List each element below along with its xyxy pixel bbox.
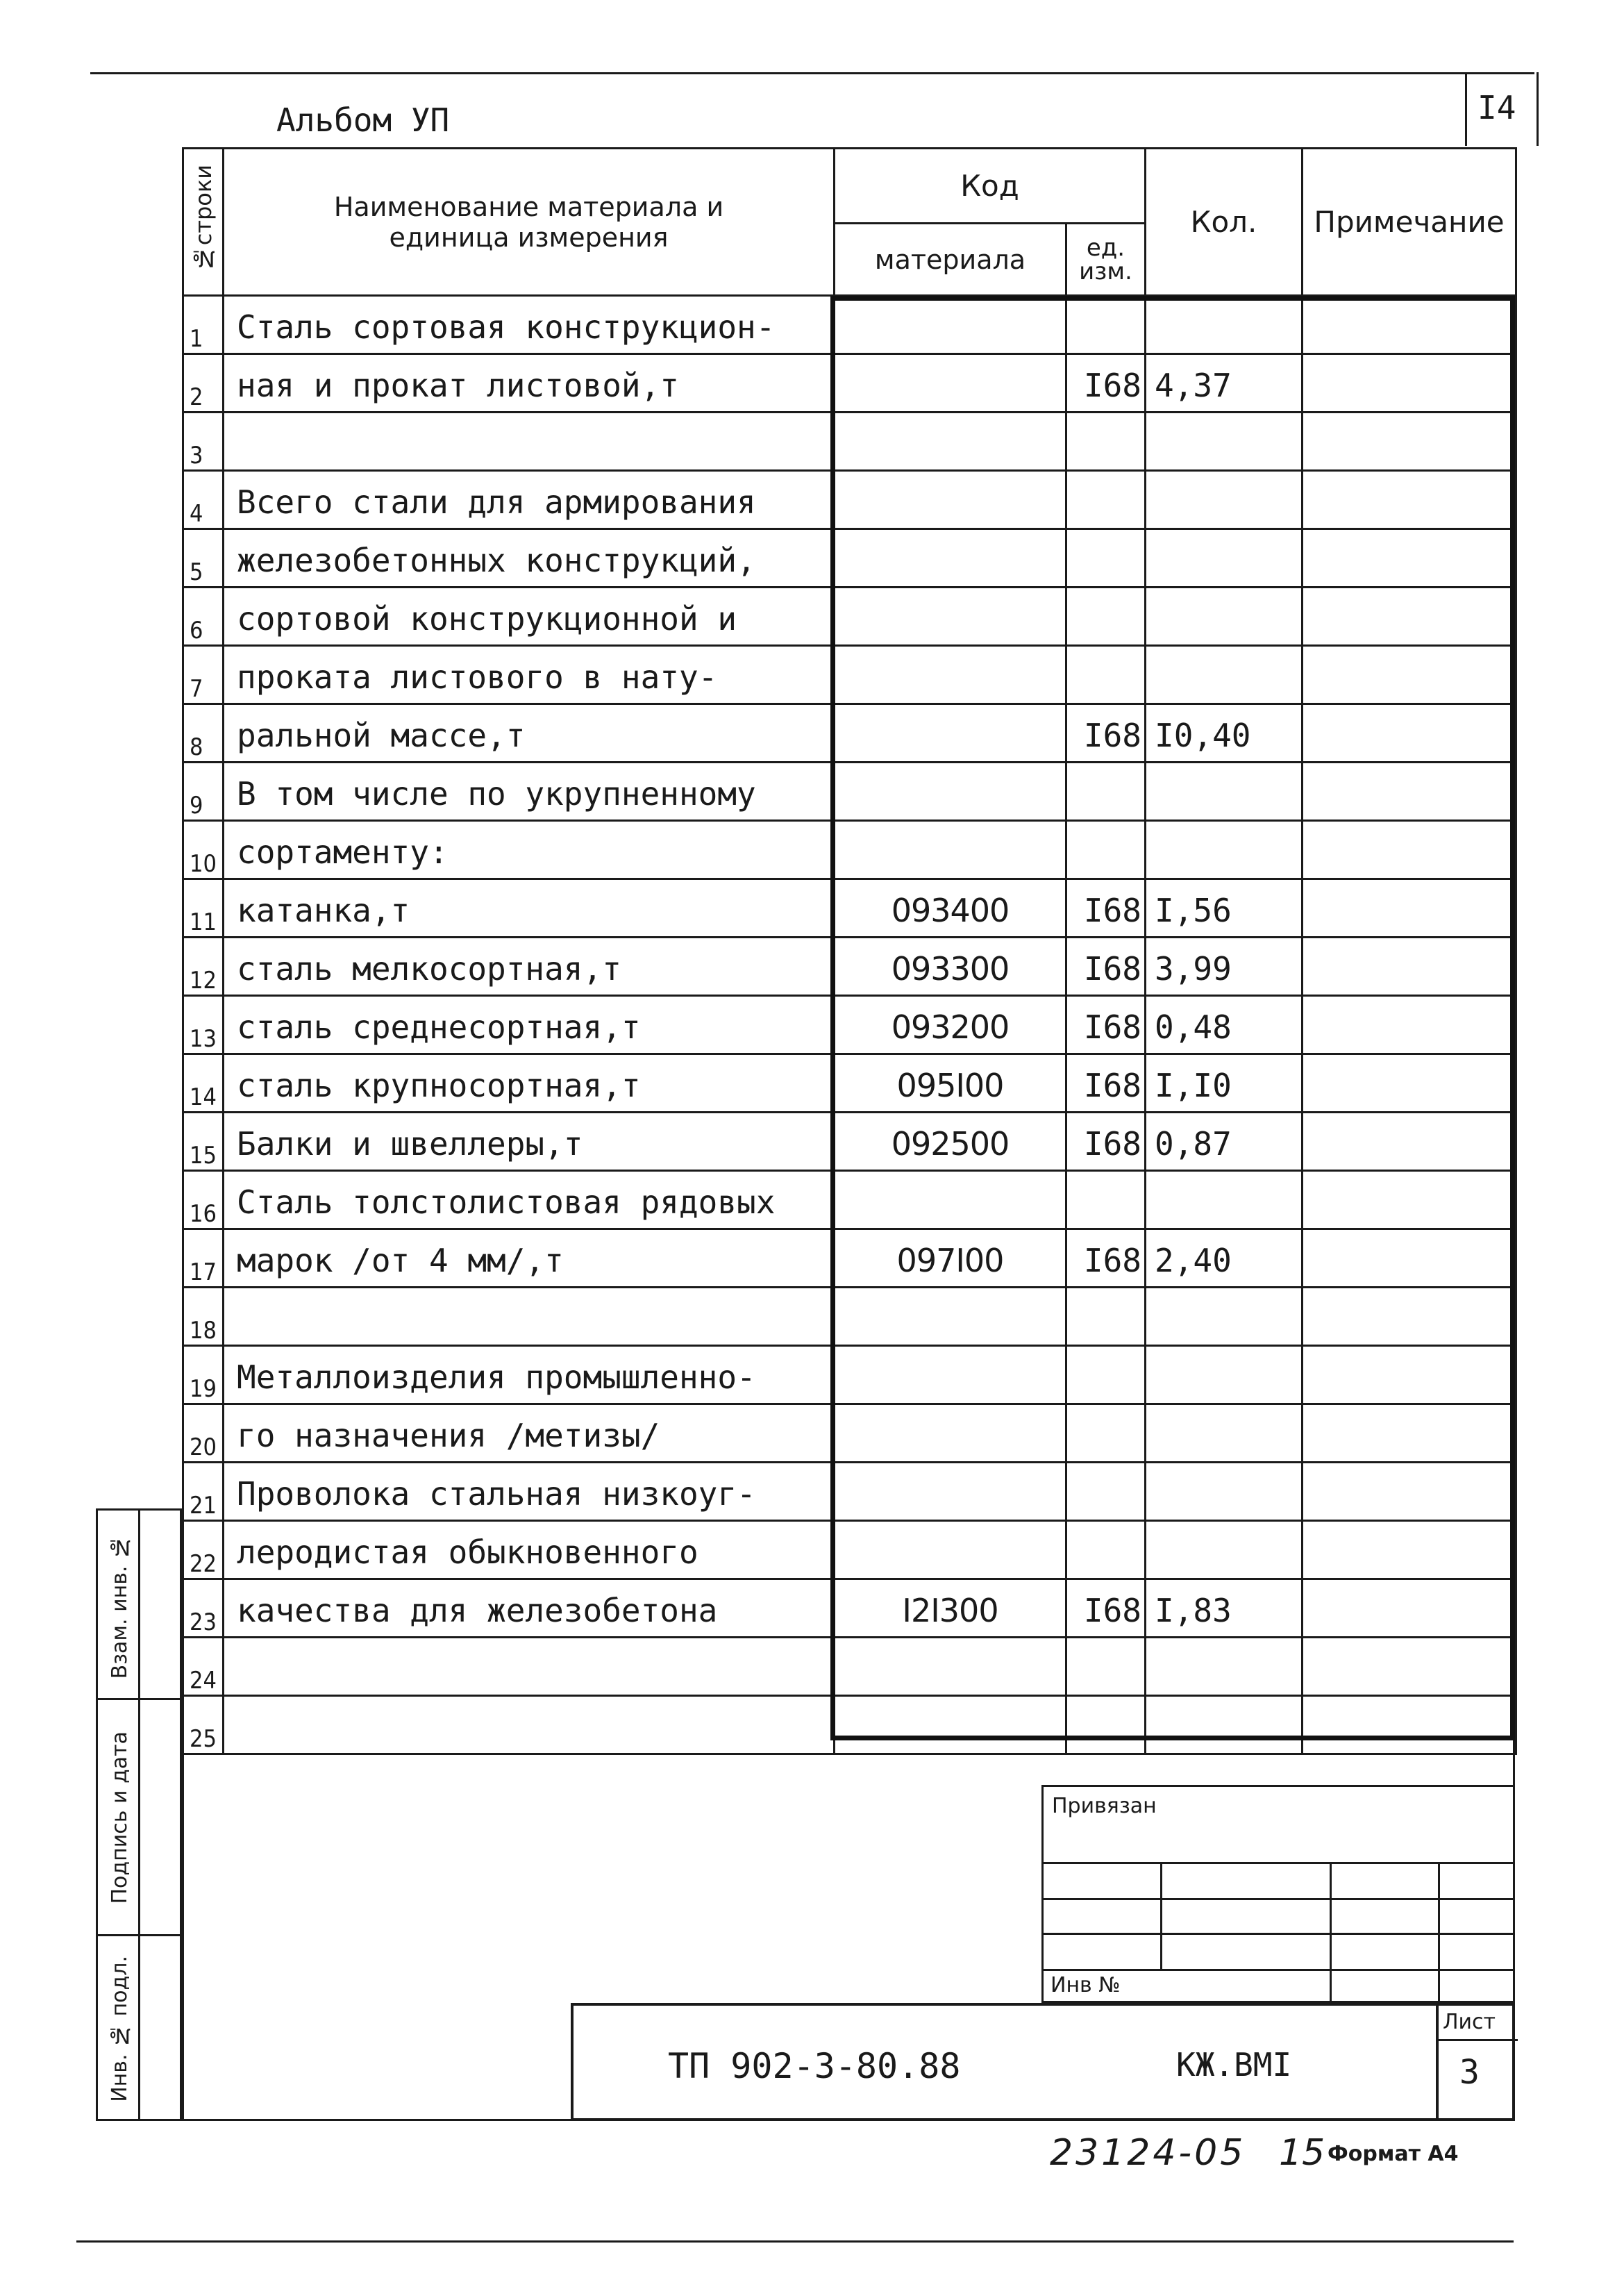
material-code: [835, 646, 1066, 704]
table-row: [183, 704, 1516, 763]
top-rule: [90, 72, 1534, 74]
quantity: [1146, 471, 1303, 529]
note: [1303, 471, 1516, 529]
row-number: 2: [183, 354, 224, 413]
privyazan-v2: [1330, 1862, 1332, 2005]
material-name: катанка,т: [224, 879, 835, 938]
note: [1303, 296, 1516, 354]
privyazan-block: [1041, 1785, 1515, 2003]
quantity: [1146, 296, 1303, 354]
note: [1303, 1171, 1516, 1229]
inv-no-label: Инв №: [1050, 1973, 1121, 1997]
material-name: проката листового в нату-: [224, 646, 835, 704]
table-row: [183, 354, 1516, 413]
quantity: I,83: [1146, 1579, 1303, 1638]
doc-code: ТП 902-3-80.88: [668, 2046, 961, 2086]
sheet-label: Лист: [1443, 2010, 1496, 2034]
mark-code: КЖ.ВМI: [1176, 2046, 1292, 2083]
note: [1303, 646, 1516, 704]
unit-code: I68: [1066, 938, 1146, 996]
material-code: 092500: [835, 1113, 1066, 1171]
quantity: [1146, 1638, 1303, 1696]
quantity: [1146, 588, 1303, 646]
material-code: 093300: [835, 938, 1066, 996]
note: [1303, 763, 1516, 821]
material-code: [835, 1346, 1066, 1404]
material-code: [835, 471, 1066, 529]
unit-code: I68: [1066, 1579, 1146, 1638]
material-name: марок /от 4 мм/,т: [224, 1229, 835, 1288]
unit-code: I68: [1066, 1113, 1146, 1171]
table-row: [183, 1171, 1516, 1229]
quantity: [1146, 1171, 1303, 1229]
note: [1303, 821, 1516, 879]
side-stamp-divider-v: [138, 1511, 140, 2119]
material-code: [835, 354, 1066, 413]
privyazan-h2: [1044, 1898, 1513, 1900]
unit-code: [1066, 1171, 1146, 1229]
row-number: 12: [183, 938, 224, 996]
unit-code: [1066, 1521, 1146, 1579]
quantity: [1146, 1346, 1303, 1404]
privyazan-v1: [1160, 1862, 1162, 1970]
quantity: I,56: [1146, 879, 1303, 938]
material-name: Балки и швеллеры,т: [224, 1113, 835, 1171]
header-name-line2: единица измерения: [389, 222, 669, 253]
table-row: [183, 996, 1516, 1054]
note: [1303, 1229, 1516, 1288]
sheet-cell-v: [1436, 2006, 1439, 2118]
unit-code: [1066, 763, 1146, 821]
table-row: [183, 296, 1516, 354]
material-code: 093200: [835, 996, 1066, 1054]
unit-code: [1066, 588, 1146, 646]
quantity: I0,40: [1146, 704, 1303, 763]
unit-code: [1066, 1404, 1146, 1463]
note: [1303, 938, 1516, 996]
privyazan-label: Привязан: [1052, 1794, 1157, 1818]
material-name: го назначения /метизы/: [224, 1404, 835, 1463]
row-number: 6: [183, 588, 224, 646]
quantity: 2,40: [1146, 1229, 1303, 1288]
table-row: [183, 1113, 1516, 1171]
material-code: 095I00: [835, 1054, 1066, 1113]
material-name: [224, 1288, 835, 1346]
unit-code: [1066, 1346, 1146, 1404]
material-code: [835, 296, 1066, 354]
material-name: сортаменту:: [224, 821, 835, 879]
row-number: 16: [183, 1171, 224, 1229]
row-number: 18: [183, 1288, 224, 1346]
sheet-cell-h: [1436, 2039, 1518, 2041]
unit-code: [1066, 821, 1146, 879]
unit-code: [1066, 1463, 1146, 1521]
title-block: [571, 2003, 1515, 2121]
material-code: [835, 1521, 1066, 1579]
material-code: [835, 1638, 1066, 1696]
vzam-inv-label: Взам. инв. №: [107, 1535, 132, 1679]
material-name: Сталь толстолистовая рядовых: [224, 1171, 835, 1229]
material-name: Металлоизделия промышленно-: [224, 1346, 835, 1404]
unit-code: [1066, 646, 1146, 704]
material-code: [835, 763, 1066, 821]
privyazan-v3: [1438, 1862, 1440, 2005]
material-name: Проволока стальная низкоуг-: [224, 1463, 835, 1521]
quantity: 0,48: [1146, 996, 1303, 1054]
quantity: [1146, 1404, 1303, 1463]
table-row: [183, 413, 1516, 471]
row-number: 10: [183, 821, 224, 879]
quantity: I,I0: [1146, 1054, 1303, 1113]
material-code: [835, 1288, 1066, 1346]
unit-code: I68: [1066, 879, 1146, 938]
table-row: [183, 471, 1516, 529]
table-row: [183, 529, 1516, 588]
note: [1303, 1288, 1516, 1346]
quantity: [1146, 529, 1303, 588]
header-unit-line1: ед.: [1086, 233, 1125, 262]
material-name: леродистая обыкновенного: [224, 1521, 835, 1579]
note: [1303, 413, 1516, 471]
unit-code: I68: [1066, 996, 1146, 1054]
row-number: 15: [183, 1113, 224, 1171]
quantity: 0,87: [1146, 1113, 1303, 1171]
note: [1303, 1521, 1516, 1579]
unit-code: I68: [1066, 354, 1146, 413]
signature-date-label: Подпись и дата: [107, 1731, 132, 1904]
row-number: 20: [183, 1404, 224, 1463]
material-code: 097I00: [835, 1229, 1066, 1288]
inv-podl-label: Инв. № подл.: [107, 1955, 132, 2102]
table-row: [183, 1404, 1516, 1463]
row-number: 23: [183, 1579, 224, 1638]
header-unit-line2: изм.: [1079, 257, 1132, 285]
row-number: 11: [183, 879, 224, 938]
table-row: [183, 879, 1516, 938]
table-row: [183, 1638, 1516, 1696]
note: [1303, 996, 1516, 1054]
page-number: I4: [1477, 89, 1516, 126]
bottom-rule: [76, 2240, 1514, 2243]
footer-format: Формат А4: [1328, 2142, 1459, 2166]
table-row: [183, 763, 1516, 821]
material-code: [835, 704, 1066, 763]
quantity: 4,37: [1146, 354, 1303, 413]
privyazan-h3: [1044, 1933, 1513, 1935]
material-name: сортовой конструкционной и: [224, 588, 835, 646]
material-name: Всего стали для армирования: [224, 471, 835, 529]
row-number: 19: [183, 1346, 224, 1404]
side-stamp: [96, 1508, 182, 2121]
unit-code: [1066, 1638, 1146, 1696]
material-code: [835, 1404, 1066, 1463]
unit-code: I68: [1066, 1054, 1146, 1113]
material-code: [835, 821, 1066, 879]
table-row: [183, 1054, 1516, 1113]
note: [1303, 704, 1516, 763]
note: [1303, 1346, 1516, 1404]
table-row: [183, 1288, 1516, 1346]
material-name: ная и прокат листовой,т: [224, 354, 835, 413]
row-number: 22: [183, 1521, 224, 1579]
quantity: [1146, 763, 1303, 821]
material-code: 093400: [835, 879, 1066, 938]
quantity: 3,99: [1146, 938, 1303, 996]
material-code: [835, 1463, 1066, 1521]
quantity: [1146, 1521, 1303, 1579]
row-number: 3: [183, 413, 224, 471]
side-stamp-divider-h1: [98, 1698, 180, 1700]
material-name: [224, 413, 835, 471]
quantity: [1146, 1463, 1303, 1521]
header-name: [224, 149, 835, 296]
material-code: [835, 413, 1066, 471]
quantity: [1146, 1288, 1303, 1346]
unit-code: [1066, 413, 1146, 471]
material-name: сталь среднесортная,т: [224, 996, 835, 1054]
unit-code: I68: [1066, 704, 1146, 763]
table-row: [183, 1346, 1516, 1404]
row-number: 9: [183, 763, 224, 821]
unit-code: I68: [1066, 1229, 1146, 1288]
material-code: I2I300: [835, 1579, 1066, 1638]
table-row: [183, 646, 1516, 704]
material-name: В том числе по укрупненному: [224, 763, 835, 821]
note: [1303, 1054, 1516, 1113]
privyazan-h1: [1044, 1862, 1513, 1864]
header-code: Код: [835, 149, 1146, 224]
unit-code: [1066, 471, 1146, 529]
row-number: 25: [183, 1696, 224, 1754]
footer-handwritten-number: 23124-05: [1050, 2132, 1246, 2174]
unit-code: [1066, 1288, 1146, 1346]
header-material: материала: [835, 224, 1066, 296]
privyazan-h4: [1044, 1969, 1513, 1971]
material-code: [835, 588, 1066, 646]
footer-copy-number: 15: [1279, 2132, 1325, 2174]
note: [1303, 1404, 1516, 1463]
row-number: 5: [183, 529, 224, 588]
material-code: [835, 529, 1066, 588]
table-row: [183, 821, 1516, 879]
table-row: [183, 1579, 1516, 1638]
material-name: сталь крупносортная,т: [224, 1054, 835, 1113]
row-number: 13: [183, 996, 224, 1054]
row-number: 8: [183, 704, 224, 763]
note: [1303, 879, 1516, 938]
header-unit: [1066, 224, 1146, 296]
table-row: [183, 1463, 1516, 1521]
material-name: [224, 1638, 835, 1696]
album-label: Альбом УП: [276, 101, 450, 139]
table-row: [183, 938, 1516, 996]
row-number: 17: [183, 1229, 224, 1288]
quantity: [1146, 413, 1303, 471]
unit-code: [1066, 529, 1146, 588]
note: [1303, 529, 1516, 588]
material-name: качества для железобетона: [224, 1579, 835, 1638]
sheet-number: 3: [1459, 2053, 1480, 2092]
row-number: 21: [183, 1463, 224, 1521]
table-row: [183, 1229, 1516, 1288]
quantity: [1146, 646, 1303, 704]
material-code: [835, 1171, 1066, 1229]
note: [1303, 354, 1516, 413]
header-row-no: №строки: [183, 149, 224, 296]
material-name: железобетонных конструкций,: [224, 529, 835, 588]
note: [1303, 1113, 1516, 1171]
material-name: сталь мелкосортная,т: [224, 938, 835, 996]
note: [1303, 588, 1516, 646]
header-qty: Кол.: [1146, 149, 1303, 296]
header-note: Примечание: [1303, 149, 1516, 296]
note: [1303, 1638, 1516, 1696]
note: [1303, 1579, 1516, 1638]
material-name: Сталь сортовая конструкцион-: [224, 296, 835, 354]
quantity: [1146, 821, 1303, 879]
materials-table: [182, 147, 1517, 1755]
material-name: ральной массе,т: [224, 704, 835, 763]
row-number: 14: [183, 1054, 224, 1113]
row-number: 24: [183, 1638, 224, 1696]
row-number: 7: [183, 646, 224, 704]
header-name-line1: Наименование материала и: [333, 191, 724, 222]
row-number: 4: [183, 471, 224, 529]
row-number: 1: [183, 296, 224, 354]
table-row: [183, 588, 1516, 646]
unit-code: [1066, 296, 1146, 354]
note: [1303, 1463, 1516, 1521]
table-row: [183, 1521, 1516, 1579]
side-stamp-divider-h2: [98, 1934, 180, 1936]
